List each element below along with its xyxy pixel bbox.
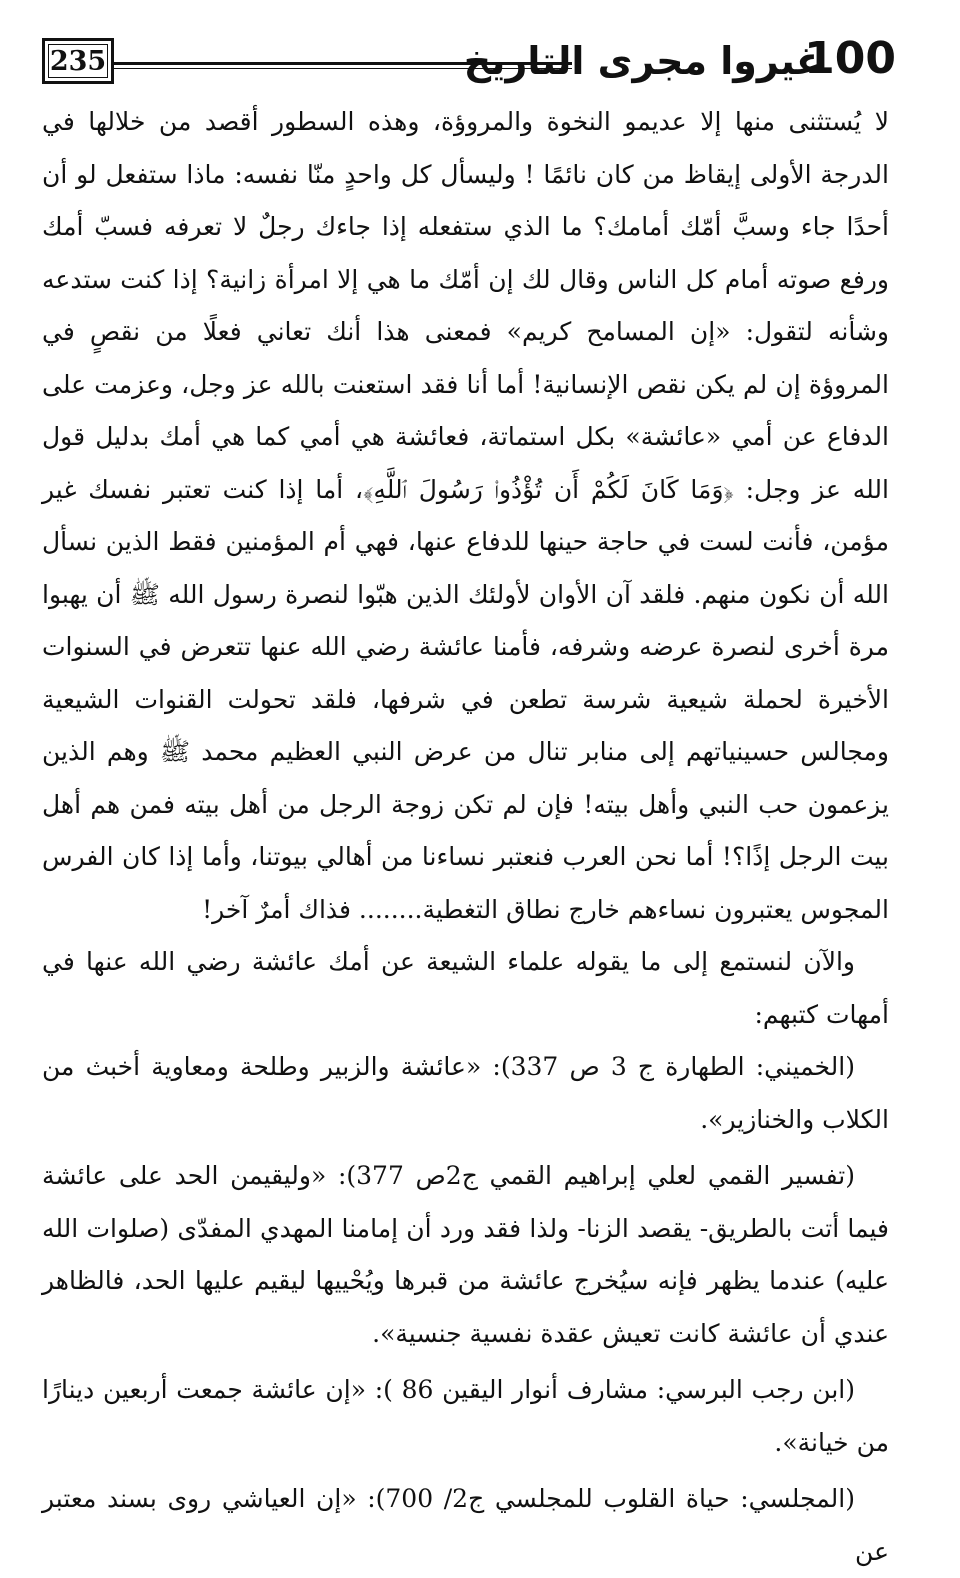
- book-title: غيروا مجرى التاريخ: [463, 39, 822, 83]
- body-paragraph-1: لا يُستثنى منها إلا عديمو النخوة والمروؤة، وهذه السطور أقصد من خلالها في الدرجة الأولى إيقاظ من كان نائمًا ! وليسأل كل واحدٍ منّا نفسه: ماذا ستفعل لو أن أحدًا جاء وسبَّ أمّك أمامك؟ ما الذي ستفعله إذا جاءك رجلٌ لا تعرفه فسبّ أمك ورفع صوته أمام كل الناس وقال لك إن أمّك ما هي إلا امرأة زانية؟ إذا كنت ستدعه وشأنه لتقول: «إن المسامح كريم» فمعنى هذا أنك تعاني فعلًا من نقصٍ في المروؤة إن لم يكن نقص الإنسانية! أما أنا فقد استعنت بالله عز وجل، وعزمت على الدفاع عن أمي «عائشة» بكل استماتة، فعائشة هي أمي كما هي أمك بدليل قول الله عز وجل: ﴿وَمَا كَانَ لَكُمْ أَن تُؤْذُوا۟ رَسُولَ ٱللَّهِ﴾، أما إذا كنت تعتبر نفسك غير مؤمن، فأنت لست في حاجة حينها للدفاع عنها، فهي أم المؤمنين فقط الذين نسأل الله أن نكون منهم. فلقد آن الأوان لأولئك الذين هبّوا لنصرة رسول الله ﷺ أن يهبوا مرة أخرى لنصرة عرضه وشرفه، فأمنا عائشة رضي الله عنها تتعرض في السنوات الأخيرة لحملة شيعية شرسة تطعن في شرفها، فلقد تحولت القنوات الشيعية ومجالس حسينياتهم إلى منابر تنال من عرض النبي العظيم محمد ﷺ وهم الذين يزعمون حب النبي وأهل بيته! فإن لم تكن زوجة الرجل من أهل بيته فمن هم أهل بيت الرجل إذًا؟! أما نحن العرب فنعتبر نساءنا من أهالي بيوتنا، وأما إذا كان الفرس المجوس يعتبرون نساءهم خارج نطاق التغطية........ فذاك أمرٌ آخر!: [42, 107, 889, 924]
- book-number: 100: [804, 33, 896, 84]
- page-number-text: 235: [49, 45, 107, 77]
- quote-qummi: (تفسير القمي لعلي إبراهيم القمي ج2ص 377): «وليقيمن الحد على عائشة فيما أتت بالطريق- يقصد الزنا- ولذا فقد ورد أن إمامنا المهدي المفدّى (صلوات الله عليه) عندما يظهر فإنه سيُخرج عائشة من قبرها ويُحْييها ليقيم عليها الحد، فالظاهر عندي أن عائشة كانت تعيش عقدة نفسية جنسية».: [42, 1161, 889, 1348]
- page-number: [42, 38, 114, 84]
- quote-majlisi: (المجلسي: حياة القلوب للمجلسي ج2/ 700): «إن العياشي روى بسند معتبر عن: [42, 1484, 889, 1566]
- quote-khomeini: (الخميني: الطهارة ج 3 ص 337): «عائشة والزبير وطلحة ومعاوية أخبث من الكلاب والخنازير».: [42, 1052, 889, 1134]
- page-header: [40, 30, 896, 100]
- body-paragraph-2: والآن لنستمع إلى ما يقوله علماء الشيعة عن أمك عائشة رضي الله عنها في أمهات كتبهم:: [42, 947, 889, 1029]
- quote-bursi: (ابن رجب البرسي: مشارف أنوار اليقين 86 ): «إن عائشة جمعت أربعين دينارًا من خيانة».: [42, 1375, 889, 1457]
- page-body: [42, 96, 889, 1578]
